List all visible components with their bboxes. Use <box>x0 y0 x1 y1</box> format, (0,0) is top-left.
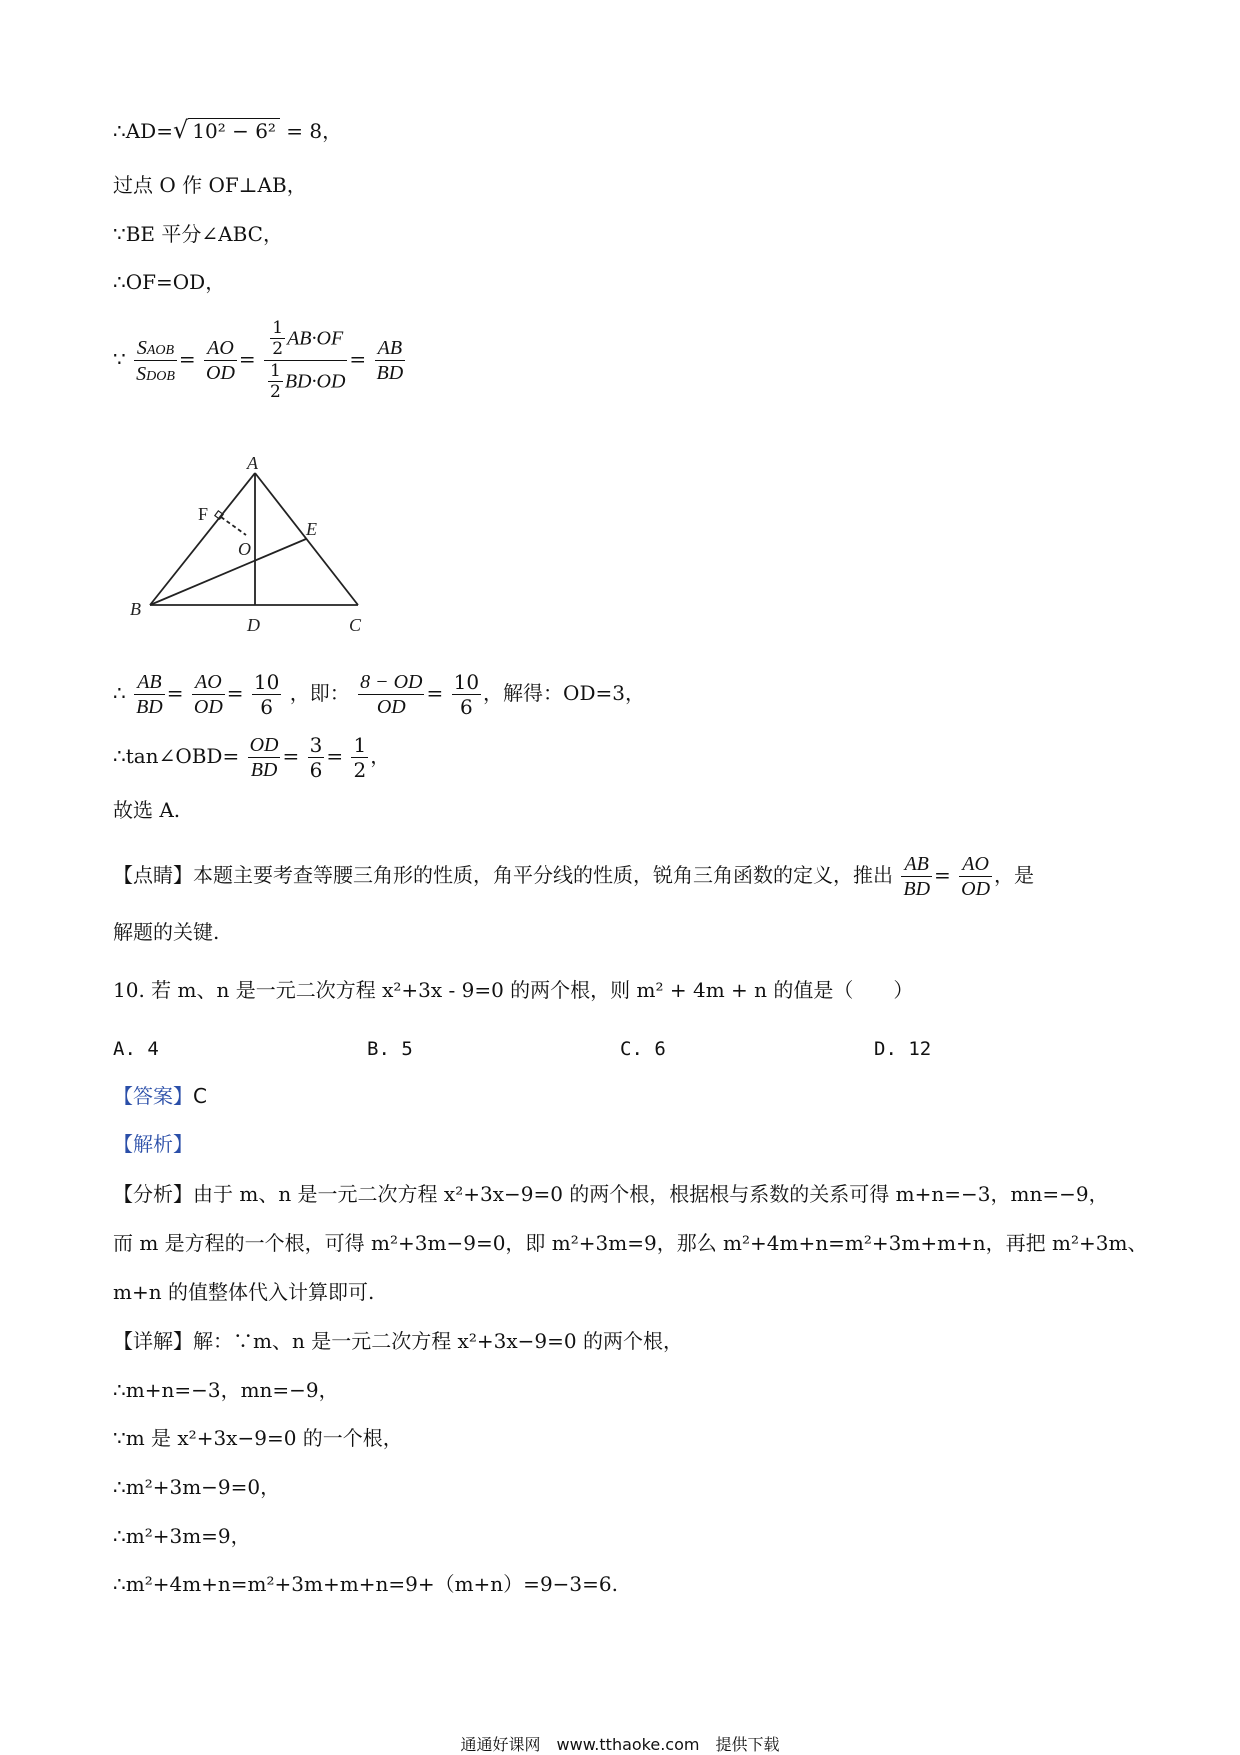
num-od: OD <box>249 734 279 756</box>
num-ab-2: AB <box>134 670 165 695</box>
frac-ab-bd-2 <box>134 670 165 719</box>
num-ab: AB <box>375 336 406 361</box>
therefore-symbol: ∴ <box>113 681 126 705</box>
label-b: B <box>130 599 141 619</box>
analysis-label: 【解析】 <box>113 1132 193 1156</box>
option-b: B. 5 <box>367 1038 413 1060</box>
triangle-figure <box>120 455 390 645</box>
half-num-2: 1 <box>270 360 281 381</box>
s2-sub: DOB <box>146 368 175 384</box>
den-6: 6 <box>260 695 273 719</box>
s2: S <box>136 362 147 385</box>
because-symbol: ∵ <box>113 346 126 371</box>
line-area-ratio: ∵ $\frac{\text{SAOB}}{\text{SDOB}}$ = $\frac{AO}{OD}$ = $\frac{1}{2}$ AB·OF $\frac{1}{2}$ BD·OD = $\frac{AB}{BD}$ <box>113 318 404 403</box>
line-key: 解题的关键. <box>113 920 220 944</box>
s1-sub: AOB <box>146 342 175 358</box>
frac-ao-od-4 <box>959 852 992 901</box>
edge-ac <box>255 473 358 605</box>
option-a: A. 4 <box>113 1038 159 1060</box>
den-od-2: OD <box>193 696 223 718</box>
num-1: 1 <box>353 733 367 757</box>
label-f: F <box>198 504 209 524</box>
fenxi-line-1: 【分析】由于 m、n 是一元二次方程 x²+3x−9=0 的两个根，根据根与系数的关系可得 m+n=−3，mn=−9， <box>113 1182 1109 1206</box>
xiangjie-line-3: ∵m 是 x²+3x−9=0 的一个根， <box>113 1426 403 1450</box>
dianjing-text: 【点睛】本题主要考查等腰三角形的性质，角平分线的性质，锐角三角函数的定义，推出 <box>113 863 893 887</box>
half-den: 2 <box>272 339 284 360</box>
label-o: O <box>238 539 251 559</box>
answer-value: C <box>193 1084 207 1108</box>
question-10: 10. 若 m、n 是一元二次方程 x²+3x - 9=0 的两个根，则 m² + 4m + n 的值是（ ） <box>113 978 914 1002</box>
den-bd-4: BD <box>903 878 931 900</box>
frac-8-od <box>358 670 424 719</box>
den-od-3: OD <box>376 696 406 718</box>
frac-area <box>134 335 177 386</box>
frac-3-6 <box>308 733 325 782</box>
tan-tail: ， <box>370 744 391 768</box>
line-tan: ∴tan∠OBD= $\frac{OD}{BD}$ = $\frac{3}{6}$ = $\frac{1}{2}$ ， <box>113 733 391 782</box>
ab-of: AB·OF <box>287 327 344 350</box>
den-od: OD <box>206 361 235 384</box>
ad-prefix: ∴AD= <box>113 119 173 143</box>
xiangjie-line-1: 【详解】解：∵m、n 是一元二次方程 x²+3x−9=0 的两个根， <box>113 1329 683 1353</box>
half-num: 1 <box>272 318 284 338</box>
frac-ao-od-2 <box>192 670 225 719</box>
den-6-c: 6 <box>309 758 323 782</box>
dianjing-tail: ，是 <box>994 863 1035 887</box>
line-choose-a: 故选 A. <box>113 798 181 822</box>
option-c: C. 6 <box>620 1038 666 1060</box>
den-bd: BD <box>376 361 404 384</box>
frac-10-6-b <box>452 670 481 719</box>
xiangjie-line-5: ∴m²+3m=9， <box>113 1524 251 1548</box>
num-3: 3 <box>309 733 323 757</box>
line-ad: ∴AD=√ 10² − 6² = 8， <box>113 116 343 144</box>
num-10: 10 <box>253 670 280 694</box>
bd-od: BD·OD <box>284 370 346 393</box>
num-8-od: 8 − OD <box>360 671 423 693</box>
label-e: E <box>306 519 317 539</box>
option-d: D. 12 <box>874 1038 932 1060</box>
line-of-od: ∴OF=OD， <box>113 270 226 294</box>
tan-prefix: ∴tan∠OBD= <box>113 744 240 768</box>
ji-text: ，即： <box>289 681 350 705</box>
xiangjie-line-2: ∴m+n=−3，mn=−9， <box>113 1378 339 1402</box>
s1: S <box>136 336 147 359</box>
num-10-b: 10 <box>453 670 480 694</box>
label-a: A <box>247 455 258 473</box>
fenxi-line-2: 而 m 是方程的一个根，可得 m²+3m−9=0，即 m²+3m=9，那么 m²+4m+n=m²+3m+m+n，再把 m²+3m、 <box>113 1231 1148 1255</box>
den-2: 2 <box>353 758 367 782</box>
line-be-bisect: ∵BE 平分∠ABC， <box>113 222 283 246</box>
line-dianjing: 【点睛】本题主要考查等腰三角形的性质，角平分线的性质，锐角三角函数的定义，推出 $\frac{AB}{BD}$ = $\frac{AO}{OD}$ ，是 <box>113 853 1035 900</box>
label-c: C <box>349 615 362 635</box>
frac-1-2 <box>351 733 368 782</box>
frac-10-6 <box>252 670 281 719</box>
xiangjie-line-6: ∴m²+4m+n=m²+3m+m+n=9+（m+n）=9−3=6. <box>113 1572 618 1596</box>
xiangjie-line-4: ∴m²+3m−9=0， <box>113 1475 281 1499</box>
den-bd-3: BD <box>250 759 278 781</box>
den-bd-2: BD <box>136 696 163 718</box>
frac-ao-od <box>204 336 237 385</box>
den-od-4: OD <box>961 878 991 900</box>
frac-halves <box>264 318 347 403</box>
line-ratio-solve: ∴ $\frac{AB}{BD}$ = $\frac{AO}{OD}$ = $\frac{10}{6}$ ，即： $\frac{8 - OD}{OD}$ = $\frac{10}{6}$ ，解得：OD=3， <box>113 670 645 719</box>
num-ao-4: AO <box>959 852 992 877</box>
ad-tail: = 8， <box>279 119 343 143</box>
segment-be <box>150 539 306 605</box>
solve-text: ，解得：OD=3， <box>483 681 645 705</box>
answer-line <box>113 1086 207 1106</box>
den-6-b: 6 <box>459 695 473 719</box>
fenxi-line-3: m+n 的值整体代入计算即可. <box>113 1280 375 1304</box>
page-footer: 通通好课网 www.tthaoke.com 提供下载 <box>460 1735 780 1754</box>
num-ao: AO <box>204 336 237 361</box>
answer-label: 【答案】 <box>113 1084 193 1108</box>
frac-ab-bd-4 <box>901 852 932 901</box>
sqrt-radicand: 10² − 6² <box>188 118 280 141</box>
label-d: D <box>247 615 260 635</box>
num-ab-4: AB <box>901 852 932 877</box>
num-ao-2: AO <box>192 670 225 695</box>
line-of-perp: 过点 O 作 OF⊥AB， <box>113 173 307 197</box>
half-den-2: 2 <box>270 382 281 403</box>
frac-ab-bd <box>375 336 406 385</box>
frac-od-bd <box>248 733 281 782</box>
segment-of <box>221 517 246 535</box>
